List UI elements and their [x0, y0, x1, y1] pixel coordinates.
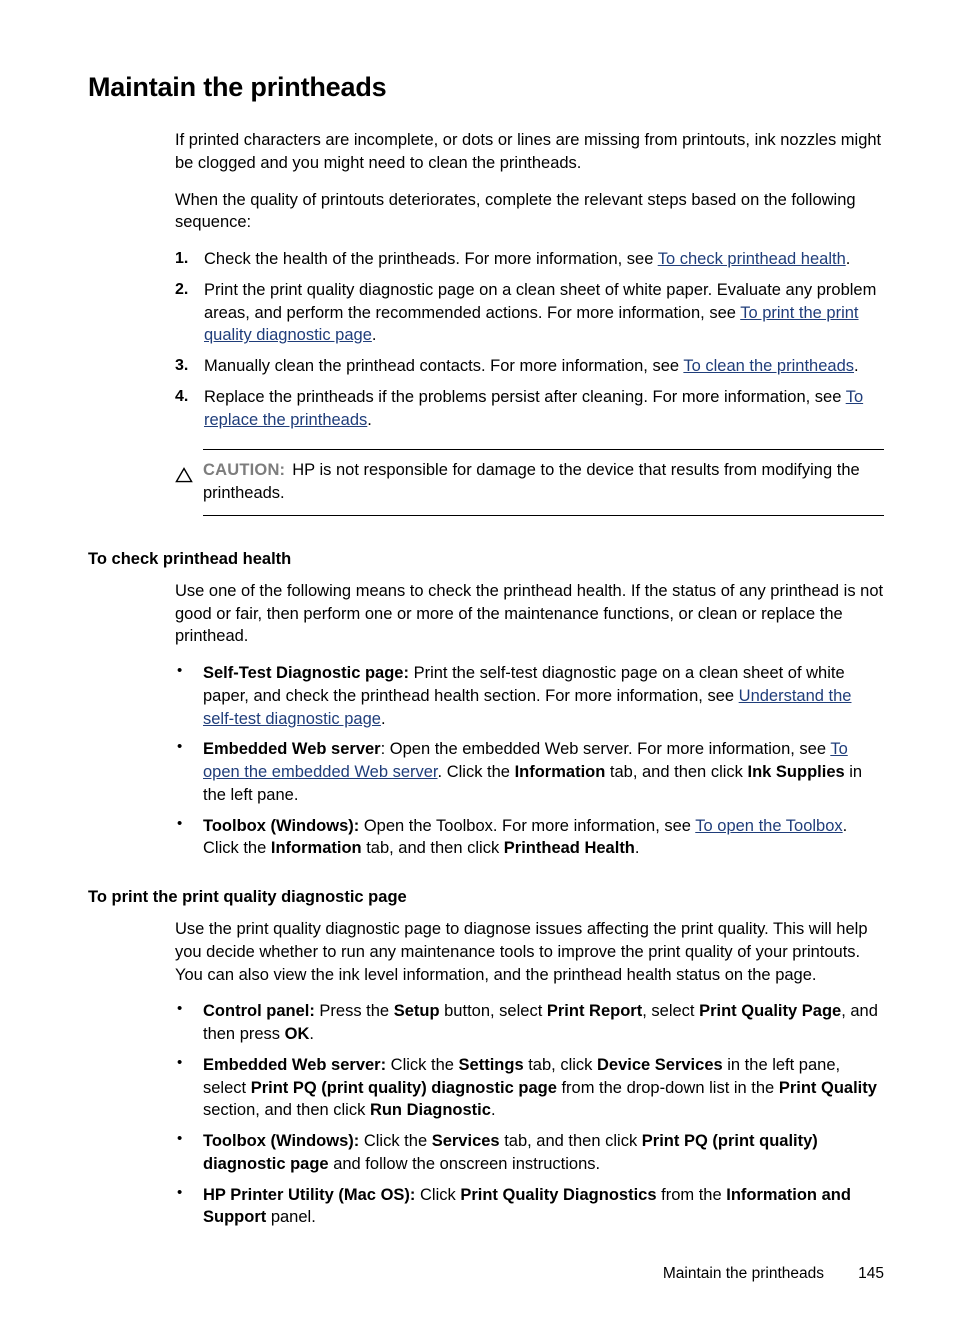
text-run: . [371, 326, 377, 345]
text-run: Manually clean the printhead contacts. For more information, see [204, 357, 684, 376]
list-marker: • [177, 738, 183, 756]
list-marker: • [177, 1053, 183, 1071]
list-item [175, 1000, 884, 1046]
text-run: in the left pane, select [203, 1055, 841, 1097]
cross-reference-link[interactable]: To print the print quality diagnostic page [204, 303, 859, 345]
text-run: . [490, 1101, 496, 1120]
caution-body: HP is not responsible for damage to the device that results from modifying the printheads. [203, 461, 860, 503]
text-run: Print the print quality diagnostic page on a clean sheet of white paper. Evaluate any problem areas, and perform the recommended actions. For more information, see [204, 280, 877, 322]
emphasis-text: Embedded Web server [203, 740, 381, 759]
text-run: Replace the printheads if the problems persist after cleaning. For more information, see [204, 387, 846, 406]
cross-reference-link[interactable]: To check printhead health [657, 250, 846, 269]
text-run: in the left pane. [203, 763, 863, 804]
emphasis-text: Printhead Health [503, 839, 635, 858]
list-item [175, 662, 884, 730]
emphasis-text: Print PQ (print quality) diagnostic page [250, 1078, 557, 1097]
emphasis-text: Print Quality Page [699, 1002, 842, 1021]
cross-reference-link[interactable]: To open the embedded Web server [203, 740, 848, 782]
text-run: . Click the [203, 816, 848, 858]
emphasis-text: Ink Supplies [747, 763, 845, 782]
text-run: tab, and then click [361, 839, 504, 858]
footer-label: Maintain the printheads [662, 1265, 824, 1282]
page-footer [88, 1265, 884, 1283]
page-title: Maintain the printheads [88, 72, 387, 102]
section-paragraph: Use one of the following means to check the printhead health. If the status of any printhead is not good or fair, then perform one or more of the maintenance functions, or clean or replace the printhead. [175, 581, 884, 646]
emphasis-text: Run Diagnostic [369, 1101, 491, 1120]
list-marker: 3. [175, 357, 189, 375]
list-item [175, 815, 884, 861]
text-run: . [854, 357, 859, 376]
emphasis-text: Control panel: [203, 1002, 315, 1021]
list-item [175, 1184, 884, 1230]
text-run: button, select [439, 1002, 547, 1021]
section-check-printhead-health [88, 550, 884, 860]
page-content [88, 72, 884, 1229]
list-item [175, 355, 884, 378]
cross-reference-link[interactable]: To open the Toolbox [695, 816, 843, 835]
caution-note [175, 449, 884, 516]
list-item [175, 279, 884, 347]
list-marker: 2. [175, 280, 189, 298]
text-run: from the drop-down list in the [556, 1078, 779, 1097]
list-marker: • [177, 1183, 183, 1201]
section-body [175, 580, 884, 860]
text-run: from the [656, 1185, 727, 1204]
text-run: . [309, 1025, 314, 1044]
text-run: Click the [386, 1055, 459, 1074]
emphasis-text: Print Quality Diagnostics [460, 1185, 657, 1204]
list-marker: 1. [175, 250, 189, 268]
cross-reference-link[interactable]: To clean the printheads [683, 357, 854, 376]
emphasis-text: Settings [458, 1055, 524, 1074]
emphasis-text: Print PQ (print quality) diagnostic page [203, 1132, 818, 1173]
text-run: , and then press [203, 1002, 878, 1044]
bullet-list [175, 1000, 884, 1229]
text-run: . [367, 410, 372, 429]
text-run: section, and then click [203, 1101, 370, 1120]
section-print-quality-diagnostic-page [88, 888, 884, 1229]
caution-label: CAUTION: [203, 461, 286, 480]
warning-triangle-icon [175, 467, 193, 483]
emphasis-text: Toolbox (Windows): [203, 1132, 360, 1151]
list-marker: • [177, 662, 183, 680]
text-run: . [634, 839, 640, 858]
text-run: . Click the [437, 763, 515, 782]
list-item [175, 738, 884, 806]
section-heading: To check printhead health [88, 550, 292, 568]
text-run: and follow the onscreen instructions. [328, 1154, 601, 1173]
text-run: tab, and then click [499, 1132, 642, 1151]
list-item [175, 1054, 884, 1122]
steps-list [175, 248, 884, 431]
list-item [175, 386, 884, 432]
intro-block [175, 129, 884, 516]
emphasis-text: HP Printer Utility (Mac OS): [203, 1185, 416, 1204]
emphasis-text: Information [270, 839, 362, 858]
section-body [175, 918, 884, 1229]
text-run: Print the self-test diagnostic page on a clean sheet of white paper, and check the printhead health section. For more information, see [203, 664, 845, 705]
text-run: . [380, 709, 386, 728]
list-marker: 4. [175, 387, 189, 405]
text-run: tab, click [523, 1055, 597, 1074]
text-run: . [845, 250, 851, 269]
bullet-list [175, 662, 884, 860]
emphasis-text: Print Report [546, 1002, 643, 1021]
list-marker: • [177, 1130, 183, 1148]
emphasis-text: Services [431, 1132, 500, 1151]
emphasis-text: Toolbox (Windows): [203, 816, 360, 835]
emphasis-text: Information [514, 763, 606, 782]
section-heading: To print the print quality diagnostic page [88, 888, 407, 907]
emphasis-text: Device Services [596, 1055, 723, 1074]
list-item [175, 248, 884, 271]
section-paragraph: Use the print quality diagnostic page to diagnose issues affecting the print quality. This will help you decide whether to run any maintenance tools to improve the print quality of your printouts. You can also view the ink level information, and the printhead health status on the page. [175, 920, 868, 984]
text-run: Click the [359, 1132, 432, 1151]
footer-page-number: 145 [858, 1265, 884, 1282]
text-run: tab, and then click [605, 763, 748, 782]
text-run: Open the Toolbox. For more information, see [359, 816, 696, 835]
emphasis-text: Embedded Web server: [203, 1055, 387, 1074]
cross-reference-link[interactable]: Understand the self-test diagnostic page [203, 686, 852, 728]
text-run: panel. [266, 1208, 316, 1227]
cross-reference-link[interactable]: To replace the printheads [204, 387, 864, 429]
text-run: Press the [314, 1002, 394, 1021]
intro-paragraph: If printed characters are incomplete, or dots or lines are missing from printouts, ink nozzles might be clogged and you might need to clean the printheads. [175, 131, 882, 172]
emphasis-text: Print Quality [778, 1078, 877, 1097]
intro-paragraph: When the quality of printouts deteriorates, complete the relevant steps based on the following sequence: [175, 190, 856, 232]
text-run: Check the health of the printheads. For more information, see [204, 250, 658, 269]
list-item [175, 1130, 884, 1176]
text-run: , select [642, 1002, 700, 1021]
emphasis-text: Self-Test Diagnostic page: [203, 664, 409, 683]
caution-text [203, 459, 884, 505]
text-run: : Open the embedded Web server. For more information, see [380, 740, 831, 759]
emphasis-text: Setup [393, 1002, 440, 1021]
emphasis-text: Information and Support [203, 1185, 851, 1227]
list-marker: • [177, 814, 183, 832]
emphasis-text: OK [284, 1025, 310, 1044]
text-run: Click [415, 1185, 461, 1204]
caution-box [203, 449, 884, 516]
list-marker: • [177, 1000, 183, 1018]
